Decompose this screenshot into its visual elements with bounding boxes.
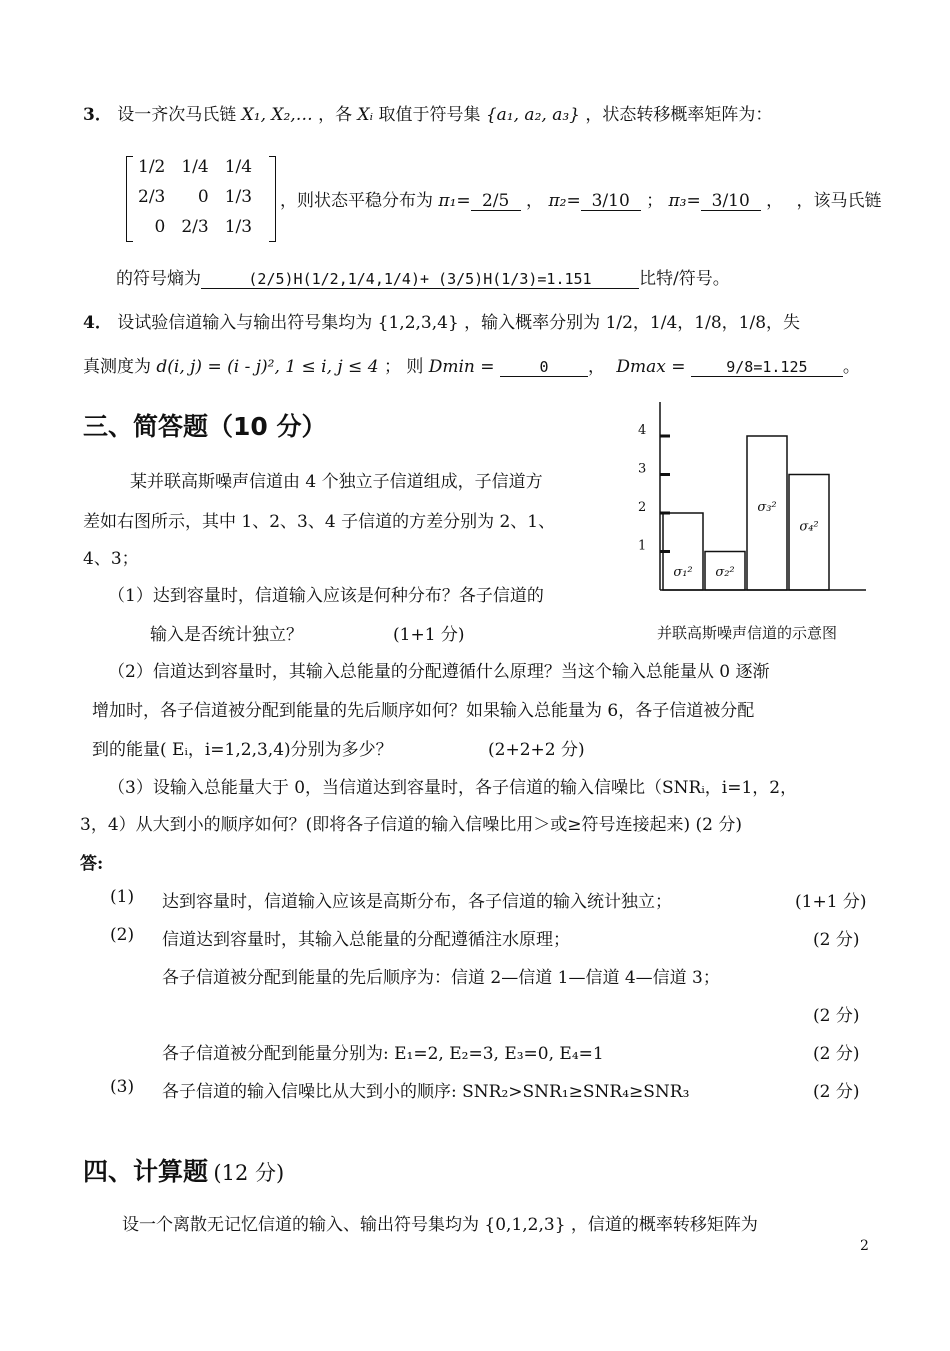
section4-text: 设一个离散无记忆信道的输入、输出符号集均为 xyxy=(122,1215,479,1235)
section4-set: {0,1,2,3} xyxy=(484,1215,566,1235)
matrix-cell: 1/4 xyxy=(224,157,253,177)
distortion-measure: d(i, j) = (i - j)², 1 ≤ i, j ≤ 4 xyxy=(156,357,379,377)
pi3-value: 3/10 xyxy=(701,192,761,211)
matrix-cell: 0 xyxy=(197,187,209,207)
y-tick-label: 1 xyxy=(638,538,647,554)
stationary-text: ，则状态平稳分布为 xyxy=(280,191,433,211)
bar-label-1: σ₁² xyxy=(673,565,693,580)
y-tick-label: 3 xyxy=(638,461,647,477)
answer-2-score: (2 分) xyxy=(813,930,860,950)
q4-text-d: ； 则 xyxy=(383,357,424,377)
y-tick-label: 4 xyxy=(638,423,647,438)
entropy-suffix: 比特/符号。 xyxy=(639,269,730,289)
matrix-right-bracket xyxy=(269,156,276,242)
section3-intro-3: 4、3； xyxy=(83,549,139,569)
section4-line1 xyxy=(122,1210,758,1235)
section3-intro-2: 差如右图所示，其中 1、2、3、4 子信道的方差分别为 2、1、 xyxy=(83,512,556,532)
dmax-value: 9/8=1.125 xyxy=(691,358,843,377)
answer-3: 各子信道的输入信噪比从大到小的顺序: SNR₂>SNR₁≥SNR₄≥SNR₃ xyxy=(162,1082,690,1102)
matrix-cell: 1/3 xyxy=(224,187,253,207)
matrix-row xyxy=(130,212,260,242)
sep: ； xyxy=(646,191,664,211)
question-2-score: (2+2+2 分) xyxy=(488,740,585,760)
section4-heading xyxy=(83,1152,284,1188)
q3-line1 xyxy=(83,100,772,125)
sep: ， xyxy=(766,191,784,211)
q3-text-d: ，状态转移概率矩阵为： xyxy=(585,105,773,125)
answer-1: 达到容量时，信道输入应该是高斯分布，各子信道的输入统计独立； xyxy=(162,892,672,912)
answer-2b-score: (2 分) xyxy=(813,1006,860,1026)
answer-2b: 各子信道被分配到能量的先后顺序为：信道 2—信道 1—信道 4—信道 3； xyxy=(162,968,720,988)
question-2-b: 增加时，各子信道被分配到能量的先后顺序如何？如果输入总能量为 6，各子信道被分配 xyxy=(92,701,755,721)
answer-3-number: (3) xyxy=(110,1077,135,1097)
bar-label-3: σ₃² xyxy=(757,500,777,515)
matrix-cell: 2/3 xyxy=(138,187,166,207)
sep: ， xyxy=(526,191,544,211)
answer-1-number: (1) xyxy=(110,887,135,907)
section3-intro-1: 某并联高斯噪声信道由 4 个独立子信道组成，子信道方 xyxy=(130,472,543,492)
q3-xi: Xᵢ xyxy=(357,105,374,125)
matrix-cell: 1/3 xyxy=(224,217,253,237)
question-3-a: （3）设输入总能量大于 0，当信道达到容量时，各子信道的输入信噪比（SNRᵢ，i=1，2， xyxy=(108,778,798,798)
period: 。 xyxy=(842,357,860,377)
question-2-a: （2）信道达到容量时，其输入总能量的分配遵循什么原理？当这个输入总能量从 0 逐渐 xyxy=(108,662,770,682)
question-3-b: 3，4）从大到小的顺序如何？(即将各子信道的输入信噪比用＞或≥符号连接起来) (2 分) xyxy=(80,815,743,835)
answer-2-number: (2) xyxy=(110,925,135,945)
q3-text-b: ，各 xyxy=(318,105,353,125)
dmax-label: Dmax = xyxy=(616,357,686,377)
answer-2c-score: (2 分) xyxy=(813,1044,860,1064)
answer-2: 信道达到容量时，其输入总能量的分配遵循注水原理； xyxy=(162,930,570,950)
section3-title: 三、简答题（10 分） xyxy=(83,412,327,441)
matrix-table xyxy=(130,152,260,242)
answer-1-score: (1+1 分) xyxy=(795,892,867,912)
q3-chain: X₁, X₂,… xyxy=(241,105,313,125)
dmin-label: Dmin = xyxy=(428,357,495,377)
page-number: 2 xyxy=(860,1238,869,1254)
q3-text: 设一齐次马氏链 xyxy=(117,105,237,125)
stationary-line xyxy=(280,186,882,211)
section4-score: (12 分) xyxy=(213,1161,285,1185)
chart-caption: 并联高斯噪声信道的示意图 xyxy=(657,624,838,642)
section4-title: 四、计算题 xyxy=(83,1157,209,1186)
q3-text-c: 取值于符号集 xyxy=(378,105,481,125)
entropy-value: (2/5)H(1/2,1/4,1/4)+ (3/5)H(1/3)=1.151 xyxy=(201,270,639,289)
q3-tail: ，该马氏链 xyxy=(796,191,882,211)
matrix-cell: 1/2 xyxy=(138,157,166,177)
q4-set: {1,2,3,4} xyxy=(377,313,459,333)
q4-text: 设试验信道输入与输出符号集均为 xyxy=(117,313,373,333)
question-2-c: 到的能量( Eᵢ，i=1,2,3,4)分别为多少？ xyxy=(92,740,393,760)
dmin-value: 0 xyxy=(500,358,588,377)
entropy-line xyxy=(116,264,730,289)
section4-text-b: ，信道的概率转移矩阵为 xyxy=(570,1215,758,1235)
q3-symset: {a₁, a₂, a₃} xyxy=(485,105,580,125)
variance-chart xyxy=(630,400,870,600)
matrix-cell: 2/3 xyxy=(181,217,209,237)
pi2-value: 3/10 xyxy=(581,192,641,211)
pi2-label: π₂= xyxy=(548,191,581,211)
q4-line1 xyxy=(83,308,800,333)
bar-label-2: σ₂² xyxy=(715,565,735,580)
q4-text-c: 真测度为 xyxy=(83,357,151,377)
question-1-b: 输入是否统计独立？ xyxy=(150,625,303,645)
matrix-row xyxy=(130,152,260,182)
q3-number: 3． xyxy=(83,105,112,125)
y-tick-label: 2 xyxy=(638,500,647,515)
entropy-prefix: 的符号熵为 xyxy=(116,269,201,289)
q4-line2 xyxy=(83,352,860,377)
pi3-label: π₃= xyxy=(668,191,701,211)
matrix-cell: 0 xyxy=(154,217,166,237)
answer-3-score: (2 分) xyxy=(813,1082,860,1102)
transition-matrix xyxy=(126,152,276,244)
pi1-value: 2/5 xyxy=(471,192,521,211)
pi1-label: π₁= xyxy=(438,191,471,211)
bar-label-4: σ₄² xyxy=(799,519,819,535)
sep: ， xyxy=(587,357,605,377)
matrix-row xyxy=(130,182,260,212)
q4-number: 4． xyxy=(83,313,112,333)
answer-label: 答: xyxy=(80,854,104,874)
question-1-score: (1+1 分) xyxy=(393,625,465,645)
q4-text-b: ，输入概率分别为 1/2，1/4，1/8，1/8，失 xyxy=(464,313,801,333)
answer-2c: 各子信道被分配到能量分别为: E₁=2, E₂=3, E₃=0, E₄=1 xyxy=(162,1044,604,1064)
matrix-cell: 1/4 xyxy=(181,157,209,177)
question-1-a: （1）达到容量时，信道输入应该是何种分布？各子信道的 xyxy=(108,586,544,606)
